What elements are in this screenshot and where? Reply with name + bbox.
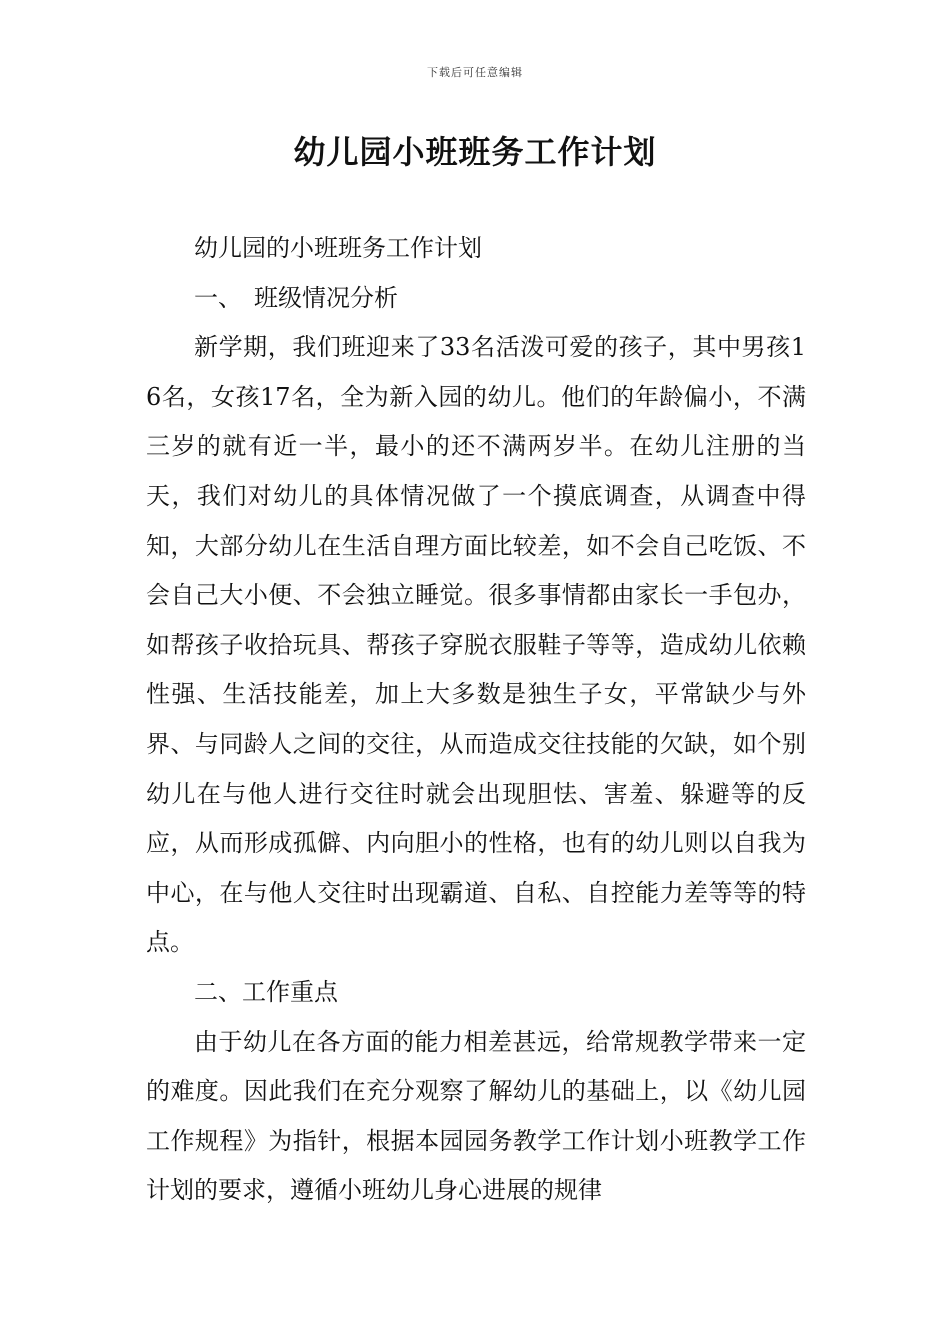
header-note: 下载后可任意编辑 [427, 66, 523, 79]
section-heading-2: 二、工作重点 [194, 977, 338, 1006]
section-heading-1: 一、 班级情况分析 [194, 283, 398, 312]
document-title: 幼儿园小班班务工作计划 [293, 133, 657, 171]
paragraph-work-focus: 由于幼儿在各方面的能力相差甚远，给常规教学带来一定的难度。因此我们在充分观察了解幼儿的基础上，以《幼儿园工作规程》为指针，根据本园园务教学工作计划小班教学工作计划的要求，遵循小班幼儿身心进展的规律 [146, 1027, 806, 1205]
document-subtitle: 幼儿园的小班班务工作计划 [194, 234, 482, 262]
document-body [146, 224, 806, 1216]
paragraph-class-analysis: 新学期，我们班迎来了33名活泼可爱的孩子，其中男孩16名，女孩17名，全为新入园的幼儿。他们的年龄偏小，不满三岁的就有近一半，最小的还不满两岁半。在幼儿注册的当天，我们对幼儿的具体情况做了一个摸底调查，从调查中得知，大部分幼儿在生活自理方面比较差，如不会自己吃饭、不会自己大小便、不会独立睡觉。很多事情都由家长一手包办，如帮孩子收拾玩具、帮孩子穿脱衣服鞋子等等，造成幼儿依赖性强、生活技能差，加上大多数是独生子女，平常缺少与外界、与同龄人之间的交往，从而造成交往技能的欠缺，如个别幼儿在与他人进行交往时就会出现胆怯、害羞、躲避等的反应，从而形成孤僻、内向胆小的性格，也有的幼儿则以自我为中心，在与他人交往时出现霸道、自私、自控能力差等等的特点。 [146, 333, 806, 957]
